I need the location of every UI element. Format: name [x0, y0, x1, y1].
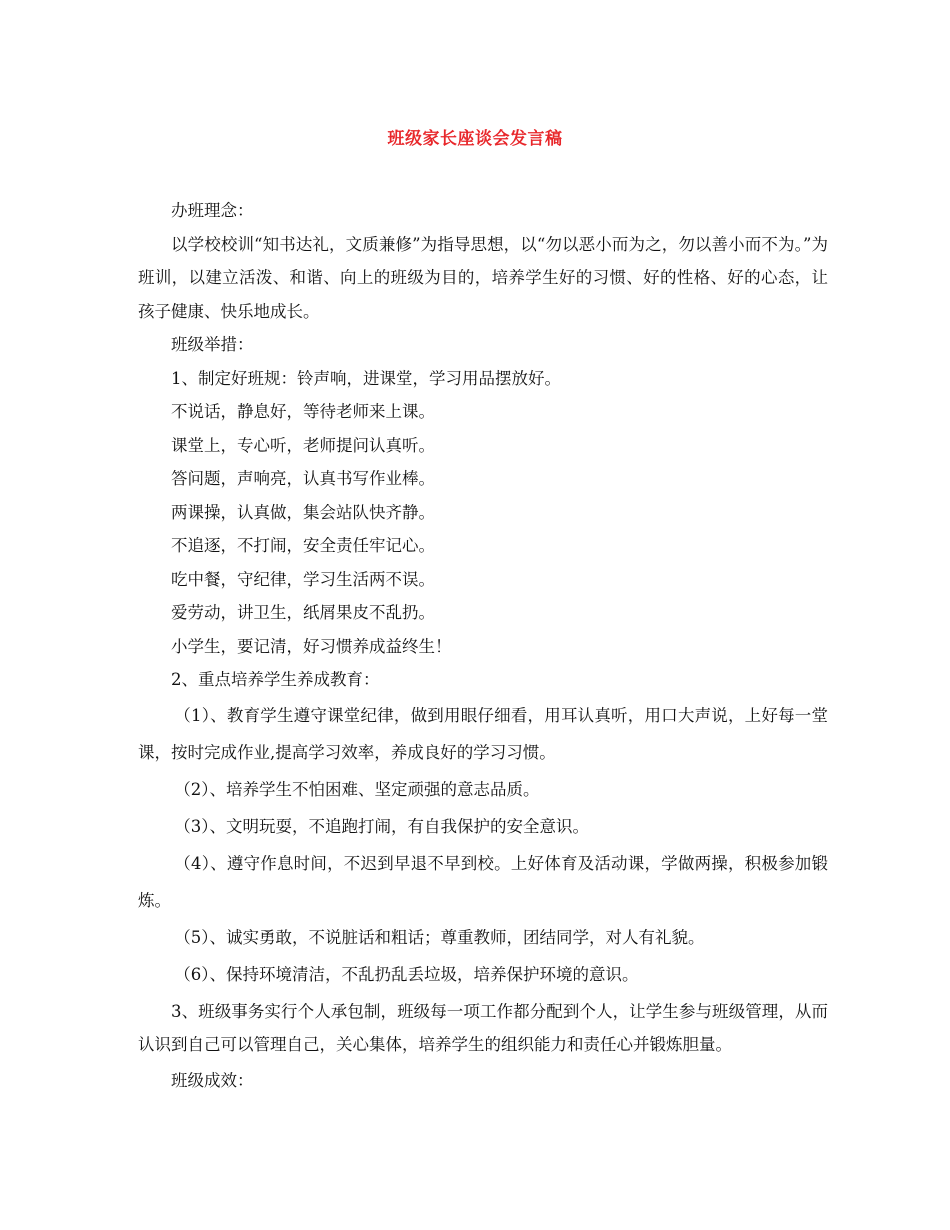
paragraph-habit-item-1: （1）、教育学生遵守课堂纪律，做到用眼仔细看，用耳认真听，用口大声说，上好每一堂课，按时完成作业,提高学习效率，养成良好的学习习惯。	[138, 705, 828, 762]
paragraph-philosophy: 以学校校训“知书达礼，文质兼修”为指导思想，以“勿以恶小而为之，勿以善小而不为。”为班训，以建立活泼、和谐、向上的班级为目的，培养学生好的习惯、好的性格、好的心态，让孩子健康、快乐地成长。	[138, 234, 828, 321]
paragraph-rule-line: 小学生，要记清，好习惯养成益终生！	[171, 636, 452, 656]
paragraph-habit-item-2: （2）、培养学生不怕困难、坚定顽强的意志品质。	[174, 779, 540, 799]
paragraph-results-heading: 班级成效：	[171, 1070, 254, 1090]
paragraph-rule-line: 两课操，认真做，集会站队快齐静。	[171, 502, 435, 522]
paragraph-rule-line: 爱劳动，讲卫生，纸屑果皮不乱扔。	[171, 603, 435, 622]
document-title: 班级家长座谈会发言稿	[387, 129, 563, 149]
paragraph-class-duties: 3、班级事务实行个人承包制，班级每一项工作都分配到个人，让学生参与班级管理，从而认识到自己可以管理自己，关心集体，培养学生的组织能力和责任心并锻炼胆量。	[138, 1001, 828, 1054]
paragraph-philosophy-heading: 办班理念：	[171, 201, 254, 220]
document-body	[138, 194, 828, 1097]
paragraph-habit-item-3: （3）、文明玩耍，不追跑打闹，有自我保护的安全意识。	[174, 816, 590, 836]
paragraph-rule-1: 1、制定好班规：铃声响，进课堂，学习用品摆放好。	[171, 368, 561, 388]
paragraph-rule-line: 吃中餐，守纪律，学习生活两不误。	[171, 569, 435, 589]
paragraph-habit-item-6: （6）、保持环境清洁，不乱扔乱丢垃圾，培养保护环境的意识。	[174, 964, 639, 984]
paragraph-rule-line: 不说话，静息好，等待老师来上课。	[171, 402, 435, 421]
paragraph-measures-heading: 班级举措：	[171, 335, 254, 354]
paragraph-rule-line: 答问题，声响亮，认真书写作业棒。	[171, 469, 435, 488]
paragraph-habit-item-5: （5）、诚实勇敢，不说脏话和粗话；尊重教师，团结同学，对人有礼貌。	[174, 927, 705, 947]
paragraph-habit-item-4: （4）、遵守作息时间，不迟到早退不早到校。上好体育及活动课，学做两操，积极参加锻炼。	[138, 853, 828, 910]
paragraph-rule-line: 不追逐，不打闹，安全责任牢记心。	[171, 536, 435, 555]
paragraph-rule-line: 课堂上，专心听，老师提问认真听。	[171, 435, 435, 455]
paragraph-habit-heading: 2、重点培养学生养成教育：	[171, 670, 380, 689]
